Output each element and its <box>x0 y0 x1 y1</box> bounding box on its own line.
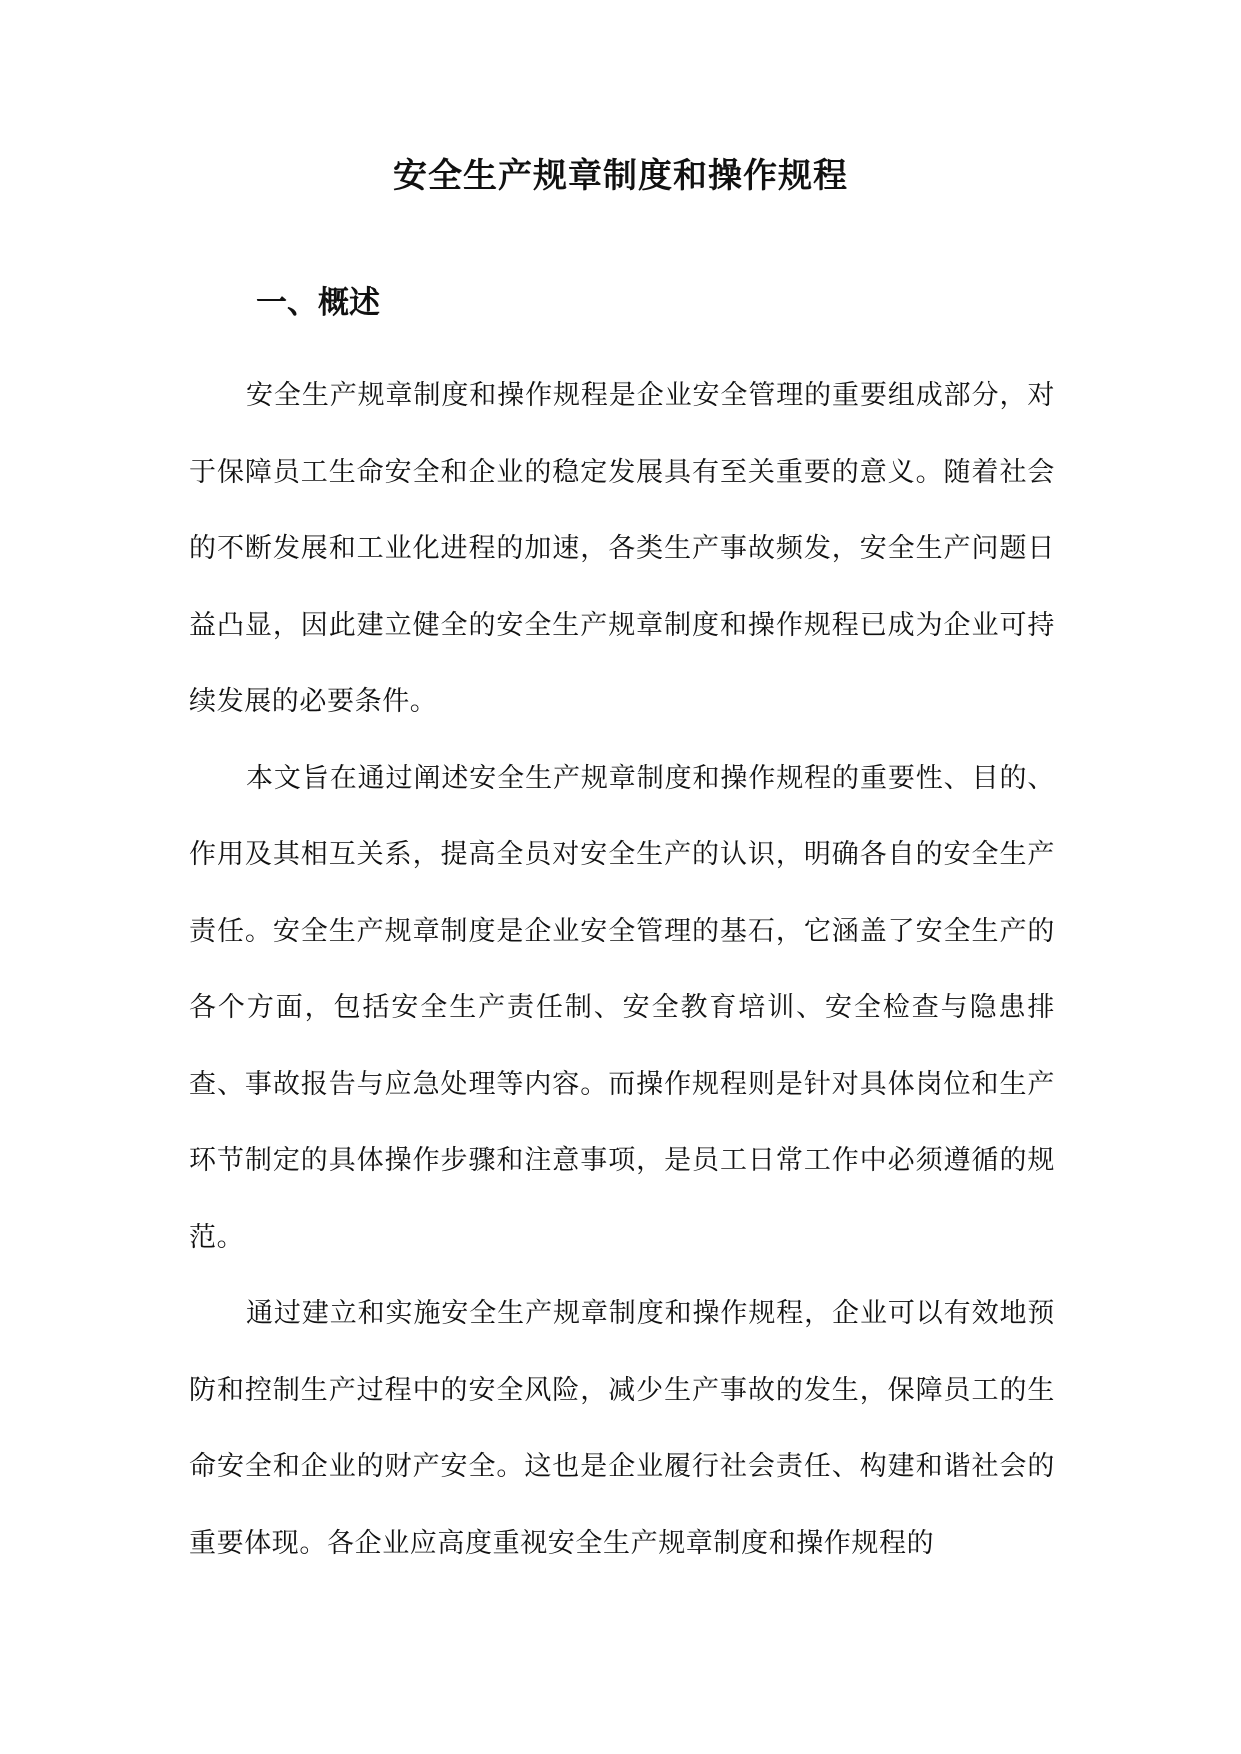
section-heading-overview: 一、概述 <box>256 285 380 321</box>
paragraph-2: 本文旨在通过阐述安全生产规章制度和操作规程的重要性、目的、作用及其相互关系，提高全员对安全生产的认识，明确各自的安全生产责任。安全生产规章制度是企业安全管理的基石，它涵盖了安全生产的各个方面，包括安全生产责任制、安全教育培训、安全检查与隐患排查、事故报告与应急处理等内容。而操作规程则是针对具体岗位和生产环节制定的具体操作步骤和注意事项，是员工日常工作中必须遵循的规范。 <box>189 762 1055 1253</box>
document-title: 安全生产规章制度和操作规程 <box>393 156 848 196</box>
section-body <box>189 358 1055 1582</box>
paragraph-1: 安全生产规章制度和操作规程是企业安全管理的重要组成部分，对于保障员工生命安全和企业的稳定发展具有至关重要的意义。随着社会的不断发展和工业化进程的加速，各类生产事故频发，安全生产问题日益凸显，因此建立健全的安全生产规章制度和操作规程已成为企业可持续发展的必要条件。 <box>189 380 1055 717</box>
paragraph-3: 通过建立和实施安全生产规章制度和操作规程，企业可以有效地预防和控制生产过程中的安全风险，减少生产事故的发生，保障员工的生命安全和企业的财产安全。这也是企业履行社会责任、构建和谐社会的重要体现。各企业应高度重视安全生产规章制度和操作规程的 <box>189 1298 1055 1559</box>
